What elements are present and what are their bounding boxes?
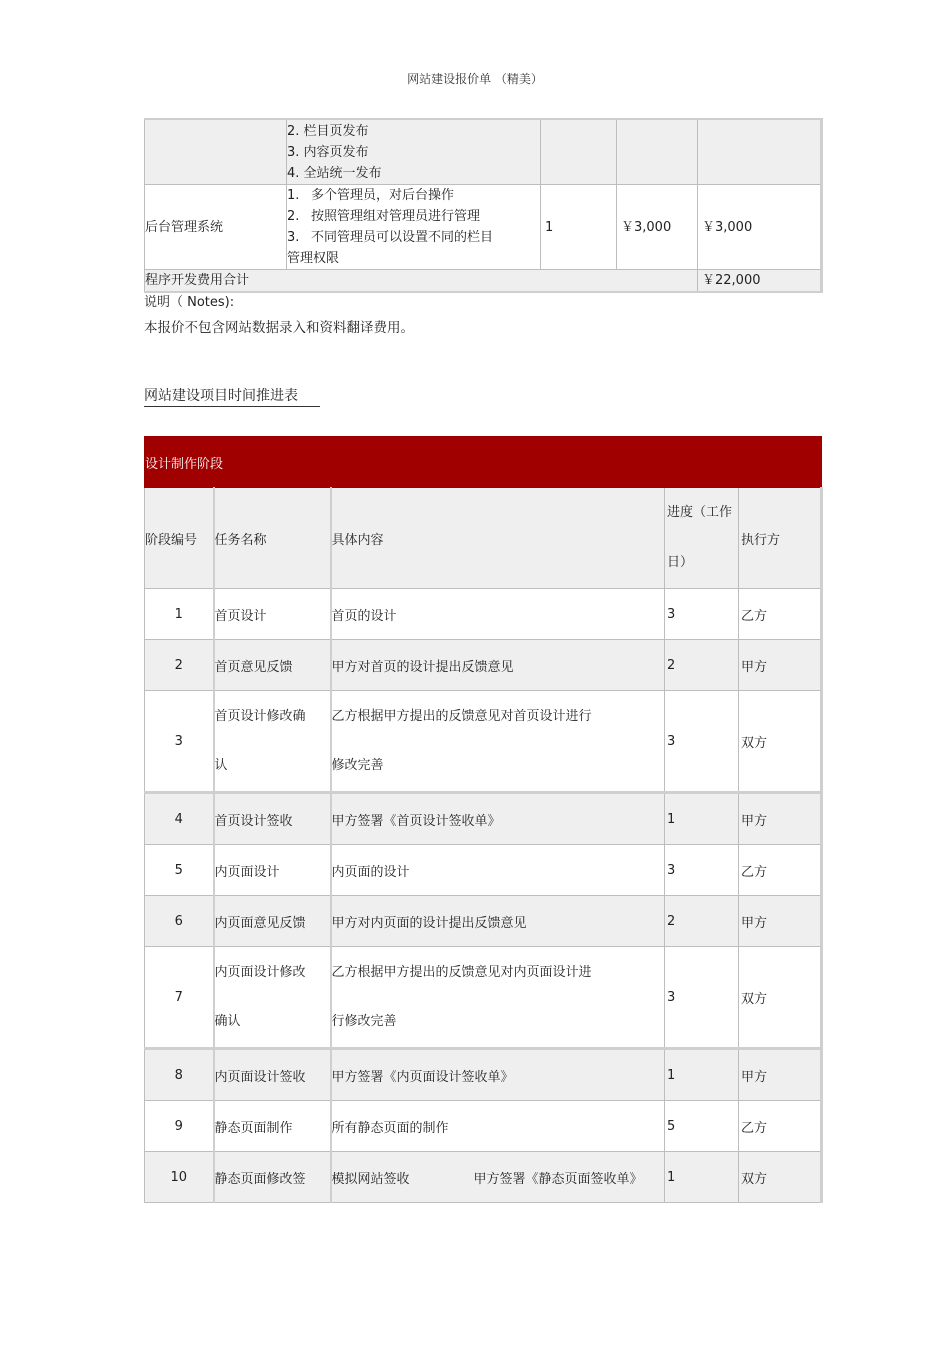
quote-cell-name: 后台管理系统: [145, 185, 287, 270]
quote-cell-subtotal: ￥3,000: [698, 185, 822, 270]
table-row: 2 首页意见反馈 甲方对首页的设计提出反馈意见 2 甲方: [145, 640, 822, 691]
header-exec: 执行方: [739, 488, 822, 589]
list-item: 1. 多个管理员，对后台操作: [287, 188, 455, 203]
table-row: 7 内页面设计修改 确认 乙方根据甲方提出的反馈意见对内页面设计进 行修改完善 3 双方: [145, 947, 822, 1049]
total-label: 程序开发费用合计: [145, 270, 698, 293]
header-progress: 进度（工作 日）: [665, 488, 739, 589]
phase-row: [145, 437, 822, 488]
list-item: 3. 不同管理员可以设置不同的栏目: [287, 230, 494, 245]
table-row: 6 内页面意见反馈 甲方对内页面的设计提出反馈意见 2 甲方: [145, 896, 822, 947]
table-row: 9 静态页面制作 所有静态页面的制作 5 乙方: [145, 1101, 822, 1152]
phase-title: 设计制作阶段: [145, 437, 822, 488]
quote-row-total: [145, 270, 822, 293]
total-value: ￥22,000: [698, 270, 822, 293]
header-name: 任务名称: [214, 488, 331, 589]
header-detail: 具体内容: [331, 488, 665, 589]
list-item-continuation: 管理权限: [287, 251, 340, 266]
quote-cell-name: [145, 119, 287, 185]
table-header-row: [145, 488, 822, 589]
quote-row-admin: [145, 185, 822, 270]
table-row: 5 内页面设计 内页面的设计 3 乙方: [145, 845, 822, 896]
quote-row-publish: [145, 119, 822, 185]
table-row: 10 静态页面修改签 模拟网站签收 甲方签署《静态页面签收单》 1 双方: [145, 1152, 822, 1203]
list-item: 4. 全站统一发布: [287, 165, 382, 181]
list-item: 2. 按照管理组对管理员进行管理: [287, 209, 481, 224]
list-item: 3. 内容页发布: [287, 144, 369, 160]
quote-cell-unit-price: ￥3,000: [617, 185, 698, 270]
schedule-table: [144, 436, 823, 1203]
list-item: 2. 栏目页发布: [287, 123, 369, 139]
quote-cell-subtotal: [698, 119, 822, 185]
quote-cell-unit-price: [617, 119, 698, 185]
notes-label: 说明（ Notes):: [144, 295, 235, 310]
quote-cell-qty: [541, 119, 617, 185]
quote-cell-qty: 1: [541, 185, 617, 270]
schedule-title: 网站建设项目时间推进表: [144, 386, 320, 407]
quote-cell-items: [287, 185, 541, 270]
page-header: 网站建设报价单 （精美）: [407, 72, 543, 86]
table-row: 4 首页设计签收 甲方签署《首页设计签收单》 1 甲方: [145, 793, 822, 845]
quote-cell-items: [287, 119, 541, 185]
quote-table: [144, 118, 823, 293]
table-row: 1 首页设计 首页的设计 3 乙方: [145, 589, 822, 640]
table-row: 8 内页面设计签收 甲方签署《内页面设计签收单》 1 甲方: [145, 1049, 822, 1101]
table-row: 3 首页设计修改确 认 乙方根据甲方提出的反馈意见对首页设计进行 修改完善 3 双方: [145, 691, 822, 793]
header-num: 阶段编号: [145, 488, 214, 589]
notes-text: 本报价不包含网站数据录入和资料翻译费用。: [144, 320, 414, 336]
